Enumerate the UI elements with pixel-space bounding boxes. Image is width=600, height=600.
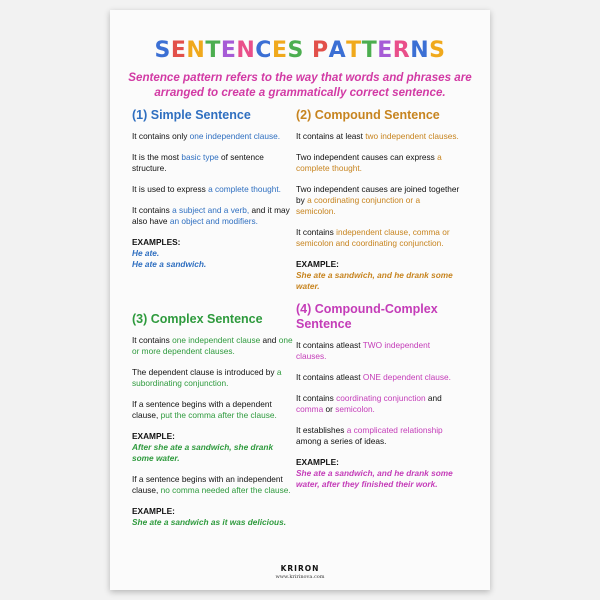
example-text xyxy=(132,517,297,528)
section-point xyxy=(296,184,461,217)
highlight-text: a complicated relationship xyxy=(346,425,443,435)
example-text xyxy=(132,248,297,270)
text-span: EXAMPLE: xyxy=(296,259,339,269)
highlight-text: a complete thought. xyxy=(296,152,442,173)
highlight-text: basic type xyxy=(181,152,219,162)
highlight-text: an object and modifiers. xyxy=(169,216,258,226)
text-span: It contains xyxy=(132,205,173,215)
text-span: Two independent causes are joined together by xyxy=(296,184,460,205)
section-point xyxy=(132,184,297,195)
text-span: If a sentence begins with a dependent clause, xyxy=(132,399,272,420)
section-point xyxy=(132,152,297,174)
section-heading: (1) Simple Sentence xyxy=(132,108,251,122)
example-text xyxy=(296,468,461,490)
example-label xyxy=(132,237,297,248)
title-letter: C xyxy=(255,38,272,63)
section-complex-sentence xyxy=(132,312,297,538)
section-point xyxy=(296,227,461,249)
highlight-text: coordinating conjunction xyxy=(336,393,426,403)
title-letter xyxy=(304,38,312,63)
text-span: He ate. xyxy=(132,248,160,258)
section-point xyxy=(296,393,461,415)
highlight-text: one or more dependent clauses. xyxy=(132,335,293,356)
text-span: and xyxy=(425,393,442,403)
text-span: among a series of ideas. xyxy=(296,436,387,446)
title-letter: P xyxy=(312,38,329,63)
highlight-text: one independent clause. xyxy=(189,131,281,141)
highlight-text: a subordinating conjunction. xyxy=(132,367,282,388)
section-heading: (3) Complex Sentence xyxy=(132,312,263,326)
title-letter: R xyxy=(392,38,411,63)
text-span: EXAMPLES: xyxy=(132,237,181,247)
section-point xyxy=(132,335,297,357)
brand-logo: KRIRON xyxy=(280,564,320,573)
text-span: She ate a sandwich, and he drank some water, after they finished their work. xyxy=(296,468,453,489)
example-text xyxy=(296,270,461,292)
section-point xyxy=(296,131,461,142)
text-span: It contains at least xyxy=(296,131,366,141)
text-span: It contains only xyxy=(132,131,190,141)
highlight-text: independent clause, comma or semicolon and coordinating conjunction. xyxy=(296,227,450,248)
text-span: EXAMPLE: xyxy=(132,506,175,516)
footer xyxy=(110,564,490,580)
section-point xyxy=(296,340,461,362)
title-letter: S xyxy=(287,38,304,63)
section-point xyxy=(296,372,461,383)
highlight-text: ONE dependent clause. xyxy=(362,372,451,382)
title-letter: N xyxy=(186,38,206,63)
example-label xyxy=(296,457,461,468)
text-span: It establishes xyxy=(296,425,347,435)
text-span: It contains atleast xyxy=(296,372,363,382)
title-letter: S xyxy=(154,38,171,63)
example-label xyxy=(132,506,297,517)
title-letter: T xyxy=(205,38,221,63)
title-letter: T xyxy=(346,38,362,63)
text-span: After she ate a sandwich, she drank some water. xyxy=(132,442,274,463)
highlight-text: comma xyxy=(296,404,324,414)
title-letter: N xyxy=(236,38,256,63)
text-span: If a sentence begins with an independent clause, xyxy=(132,474,283,495)
text-span: It contains xyxy=(296,393,337,403)
example-text xyxy=(132,442,297,464)
text-span: EXAMPLE: xyxy=(296,457,339,467)
text-span: and it may also have xyxy=(132,205,290,226)
text-span: or xyxy=(323,404,336,414)
poster xyxy=(110,10,490,590)
title-letter: N xyxy=(410,38,430,63)
text-span: It is the most xyxy=(132,152,182,162)
section-point xyxy=(132,399,297,421)
text-span: The dependent clause is introduced by xyxy=(132,367,277,377)
text-span: It is used to express xyxy=(132,184,209,194)
highlight-text: no comma needed after the clause. xyxy=(160,485,291,495)
title-letter: A xyxy=(328,38,347,63)
title-letter: E xyxy=(377,38,393,63)
text-span: She ate a sandwich, and he drank some water. xyxy=(296,270,453,291)
section-compound-complex-sentence xyxy=(296,302,461,500)
highlight-text: a coordinating conjunction or a semicolon. xyxy=(296,195,421,216)
highlight-text: a subject and a verb, xyxy=(172,205,250,215)
text-span: It contains atleast xyxy=(296,340,363,350)
section-point xyxy=(296,152,461,174)
highlight-text: put the comma after the clause. xyxy=(160,410,277,420)
example-label xyxy=(132,431,297,442)
website-text: www.kririnova.com xyxy=(275,574,325,580)
section-heading: (2) Compound Sentence xyxy=(296,108,440,122)
section-heading: (4) Compound-Complex Sentence xyxy=(296,302,438,331)
page-title xyxy=(110,38,490,63)
section-compound-sentence xyxy=(296,108,461,302)
text-span: She ate a sandwich as it was delicious. xyxy=(132,517,287,527)
highlight-text: a complete thought. xyxy=(208,184,281,194)
highlight-text: one independent clause xyxy=(172,335,261,345)
section-point xyxy=(296,425,461,447)
title-letter: E xyxy=(170,38,187,63)
text-span: It contains xyxy=(296,227,337,237)
section-point xyxy=(132,474,297,496)
section-simple-sentence xyxy=(132,108,297,280)
text-span: He ate a sandwich. xyxy=(132,259,207,269)
example-label xyxy=(296,259,461,270)
text-span: Two independent causes can express xyxy=(296,152,438,162)
title-letter: T xyxy=(361,38,378,63)
highlight-text: two independent clauses. xyxy=(365,131,459,141)
title-letter: E xyxy=(271,38,288,63)
section-point xyxy=(132,367,297,389)
text-span: and xyxy=(260,335,279,345)
section-point xyxy=(132,205,297,227)
section-point xyxy=(132,131,297,142)
title-letter: E xyxy=(220,38,237,63)
highlight-text: semicolon. xyxy=(335,404,375,414)
text-span: of sentence structure. xyxy=(132,152,264,173)
text-span: It contains xyxy=(132,335,173,345)
title-letter: S xyxy=(429,38,446,63)
page-subtitle: Sentence pattern refers to the way that words and phrases are arranged to create a grammatically correct sentence. xyxy=(128,71,472,99)
highlight-text: TWO independent clauses. xyxy=(296,340,431,361)
text-span: EXAMPLE: xyxy=(132,431,175,441)
